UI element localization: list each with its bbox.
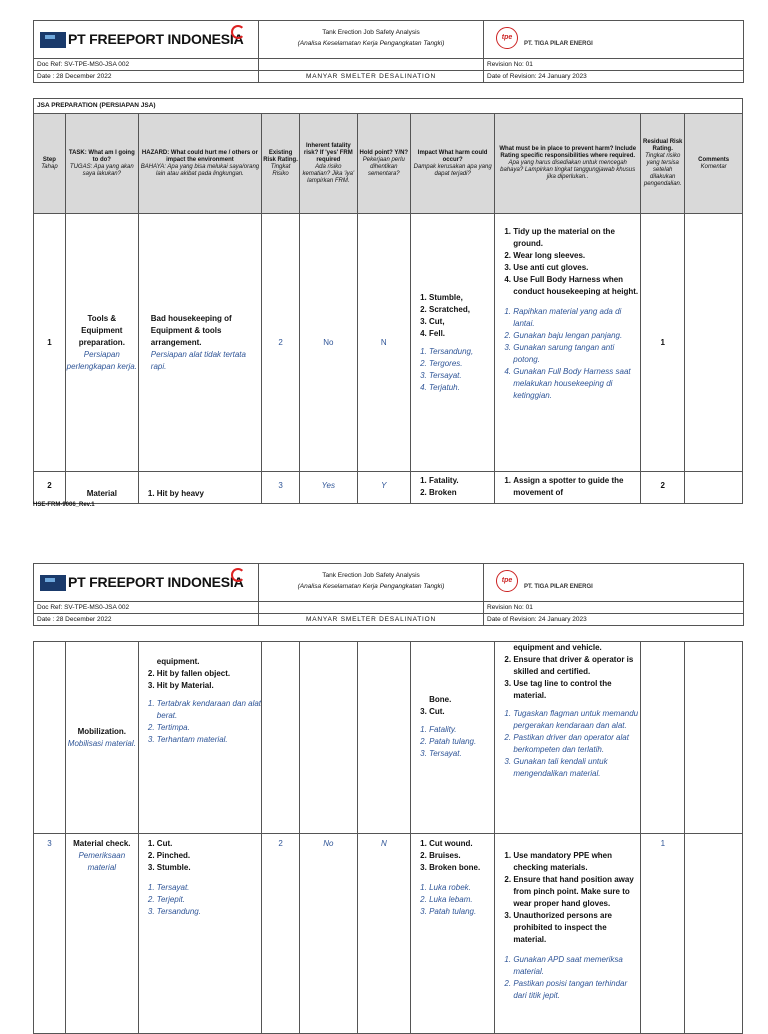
document-title: Tank Erection Job Safety Analysis: [322, 572, 420, 579]
revision-no: Revision No: 01: [484, 602, 744, 614]
document-subtitle: (Analisa Keselamatan Kerja Pengangkatan Tangki): [297, 583, 445, 590]
inherent-fatality: Yes: [300, 472, 358, 504]
page1-header: [33, 20, 744, 83]
col-residual-risk: Residual Risk Rating. Tingkat risiko yang tersisa setelah dilakukan pengendalian.: [641, 114, 685, 214]
prevention-cell: equipment and vehicle. 2. Ensure that driver & operator is skilled and certified. 3. Use tag line to control the material. 1. Tugaskan flagman untuk memandu pergerakan kendaraan dan alat. 2. Pastikan driver dan operator alat berkompeten dan terlatih. 3. Gunakan tali kendali untuk mengendalikan material.: [495, 642, 641, 834]
doc-date: Date : 28 December 2022: [34, 71, 259, 83]
prevention-en-list: 1. Tidy up the material on the ground. 2. Wear long sleeves. 3. Use anti cut gloves. 4. Use Full Body Harness when conduct housekeeping at height.: [495, 226, 640, 298]
task-en: Mobilization.: [77, 726, 127, 736]
contractor-name: PT. TIGA PILAR ENERGI: [524, 584, 593, 590]
section-title: JSA PREPARATION (PERSIAPAN JSA): [34, 99, 743, 114]
existing-risk: [262, 642, 300, 834]
prevention-cell: 1. Use mandatory PPE when checking materials. 2. Ensure that hand position away from pinch point. Make sure to wear proper hand gloves. 3. Unauthorized persons are prohibited to inspect the material. 1. Gunakan APD saat memeriksa material. 2. Pastikan posisi tangan terhindar dari titik jepit.: [495, 834, 641, 1034]
freeport-logo-mark: [40, 575, 66, 591]
existing-risk: 2: [262, 834, 300, 1034]
residual-risk: 1: [641, 834, 685, 1034]
impact-cell: [411, 214, 495, 472]
doc-date: Date : 28 December 2022: [34, 614, 259, 626]
existing-risk: 3: [262, 472, 300, 504]
impact-cell: Bone. 3. Cut. 1. Fatality. 2. Patah tulang. 3. Tersayat.: [411, 642, 495, 834]
company-logo: [34, 21, 259, 59]
col-comments: Comments Komentar: [685, 114, 743, 214]
table-row: [34, 642, 743, 834]
task-id: Pemeriksaan material: [78, 851, 126, 872]
freeport-swirl-icon: [231, 25, 245, 39]
comments-cell: [685, 834, 743, 1034]
jsa-table-page1: [33, 98, 743, 504]
hazard-cell: [138, 214, 261, 472]
tpe-logo-icon: tpe: [496, 570, 518, 592]
page2-header: [33, 563, 744, 626]
tpe-logo-icon: tpe: [496, 27, 518, 49]
date-of-revision: Date of Revision: 24 January 2023: [484, 614, 744, 626]
residual-risk: 1: [641, 214, 685, 472]
impact-id-list: 1. Tersandung, 2. Tergores. 3. Tersayat. 4. Terjatuh.: [411, 346, 494, 394]
table-row: [34, 214, 743, 472]
impact-cell: 1. Cut wound. 2. Bruises. 3. Broken bone. 1. Luka robek. 2. Luka lebam. 3. Patah tulang.: [411, 834, 495, 1034]
jsa-table-page2: [33, 641, 743, 1034]
document-title-cell: [259, 564, 484, 602]
document-title-cell: [259, 21, 484, 59]
company-name: PT FREEPORT INDONESIA: [68, 574, 244, 590]
project-name: MANYAR SMELTER DESALINATION: [259, 614, 484, 626]
existing-risk: 2: [262, 214, 300, 472]
task-id: Persiapan perlengkapan kerja.: [66, 349, 137, 371]
col-hold-point: Hold point? Y/N? Pekerjaan perlu dihentikan sementara?: [357, 114, 410, 214]
comments-cell: [685, 214, 743, 472]
inherent-fatality: [300, 642, 358, 834]
hold-point: [357, 642, 410, 834]
hazard-en: Bad housekeeping of Equipment & tools arrangement.: [150, 313, 232, 347]
col-inherent-fatality: Inherent fatality risk? If 'yes' FRM required Ada risiko kematian? Jika 'iya' lampirkan FRM.: [300, 114, 358, 214]
freeport-logo-mark: [40, 32, 66, 48]
column-header-row: [34, 114, 743, 214]
col-hazard: HAZARD: What could hurt me / others or impact the environment BAHAYA: Apa yang bisa melukai saya/orang lain atau akibat pada lingkungan.: [138, 114, 261, 214]
task-cell: [65, 214, 138, 472]
prevention-cell: [495, 214, 641, 472]
revision-no: Revision No: 01: [484, 59, 744, 71]
doc-ref: Doc Ref: SV-TPE-MS0-JSA 002: [34, 59, 259, 71]
inherent-fatality: No: [300, 214, 358, 472]
contractor-logo-cell: [484, 21, 744, 59]
contractor-name: PT. TIGA PILAR ENERGI: [524, 41, 593, 47]
task-en: Material: [65, 472, 138, 504]
freeport-swirl-icon: [231, 568, 245, 582]
hazard-cell: 1. Hit by heavy: [138, 472, 261, 504]
hold-point: N: [357, 214, 410, 472]
date-of-revision: Date of Revision: 24 January 2023: [484, 71, 744, 83]
task-cell: [65, 834, 138, 1034]
comments-cell: [685, 472, 743, 504]
document-subtitle: (Analisa Keselamatan Kerja Pengangkatan Tangki): [297, 40, 445, 47]
col-existing-risk: Existing Risk Rating. Tingkat Risiko: [262, 114, 300, 214]
doc-ref: Doc Ref: SV-TPE-MS0-JSA 002: [34, 602, 259, 614]
task-id: Mobilisasi material.: [67, 738, 136, 748]
table-row: [34, 834, 743, 1034]
hold-point: N: [357, 834, 410, 1034]
table-row: [34, 472, 743, 504]
prevention-cell: 1. Assign a spotter to guide the movement of: [495, 472, 641, 504]
inherent-fatality: No: [300, 834, 358, 1034]
step-number: 2: [34, 472, 66, 504]
project-name: MANYAR SMELTER DESALINATION: [259, 71, 484, 83]
document-title: Tank Erection Job Safety Analysis: [322, 29, 420, 36]
step-number: 1: [34, 214, 66, 472]
impact-en-list: 1. Stumble, 2. Scratched, 3. Cut, 4. Fell.: [411, 292, 494, 340]
col-prevention: What must be in place to prevent harm? Include Rating specific responsibilities where required. Apa yang harus disediakan untuk mencegah bahaya? Lampirkan tingkat tanggungjawab khusus jika diperlukan..: [495, 114, 641, 214]
col-task: TASK: What am I going to do? TUGAS: Apa yang akan saya lakukan?: [65, 114, 138, 214]
hazard-cell: equipment. 2. Hit by fallen object. 3. Hit by Material. 1. Tertabrak kendaraan dan alat berat. 2. Tertimpa. 3. Terhantam material.: [138, 642, 261, 834]
task-en: Tools & Equipment preparation.: [78, 313, 125, 347]
hazard-cell: 1. Cut. 2. Pinched. 3. Stumble. 1. Tersayat. 2. Terjepit. 3. Tersandung.: [138, 834, 261, 1034]
impact-cell: 1. Fatality. 2. Broken: [411, 472, 495, 504]
prevention-id-list: 1. Rapihkan material yang ada di lantai. 2. Gunakan baju lengan panjang. 3. Gunakan sarung tangan anti potong. 4. Gunakan Full Body Harness saat melakukan housekeeping di ketinggian.: [495, 306, 640, 402]
step-number: 3: [34, 834, 66, 1034]
residual-risk: [641, 642, 685, 834]
task-en: Material check.: [73, 839, 131, 848]
company-name: PT FREEPORT INDONESIA: [68, 31, 244, 47]
col-impact: Impact What harm could occur? Dampak kerusakan apa yang dapat terjadi?: [411, 114, 495, 214]
step-number: [34, 642, 66, 834]
comments-cell: [685, 642, 743, 834]
company-logo: [34, 564, 259, 602]
col-step: Step Tahap: [34, 114, 66, 214]
empty-cell: [259, 602, 484, 614]
hold-point: Y: [357, 472, 410, 504]
empty-cell: [259, 59, 484, 71]
hazard-id: Persiapan alat tidak tertata rapi.: [150, 349, 246, 371]
task-cell: [65, 642, 138, 834]
form-reference: HSE-FRM-9006_Rev.1: [33, 502, 95, 508]
contractor-logo-cell: [484, 564, 744, 602]
residual-risk: 2: [641, 472, 685, 504]
